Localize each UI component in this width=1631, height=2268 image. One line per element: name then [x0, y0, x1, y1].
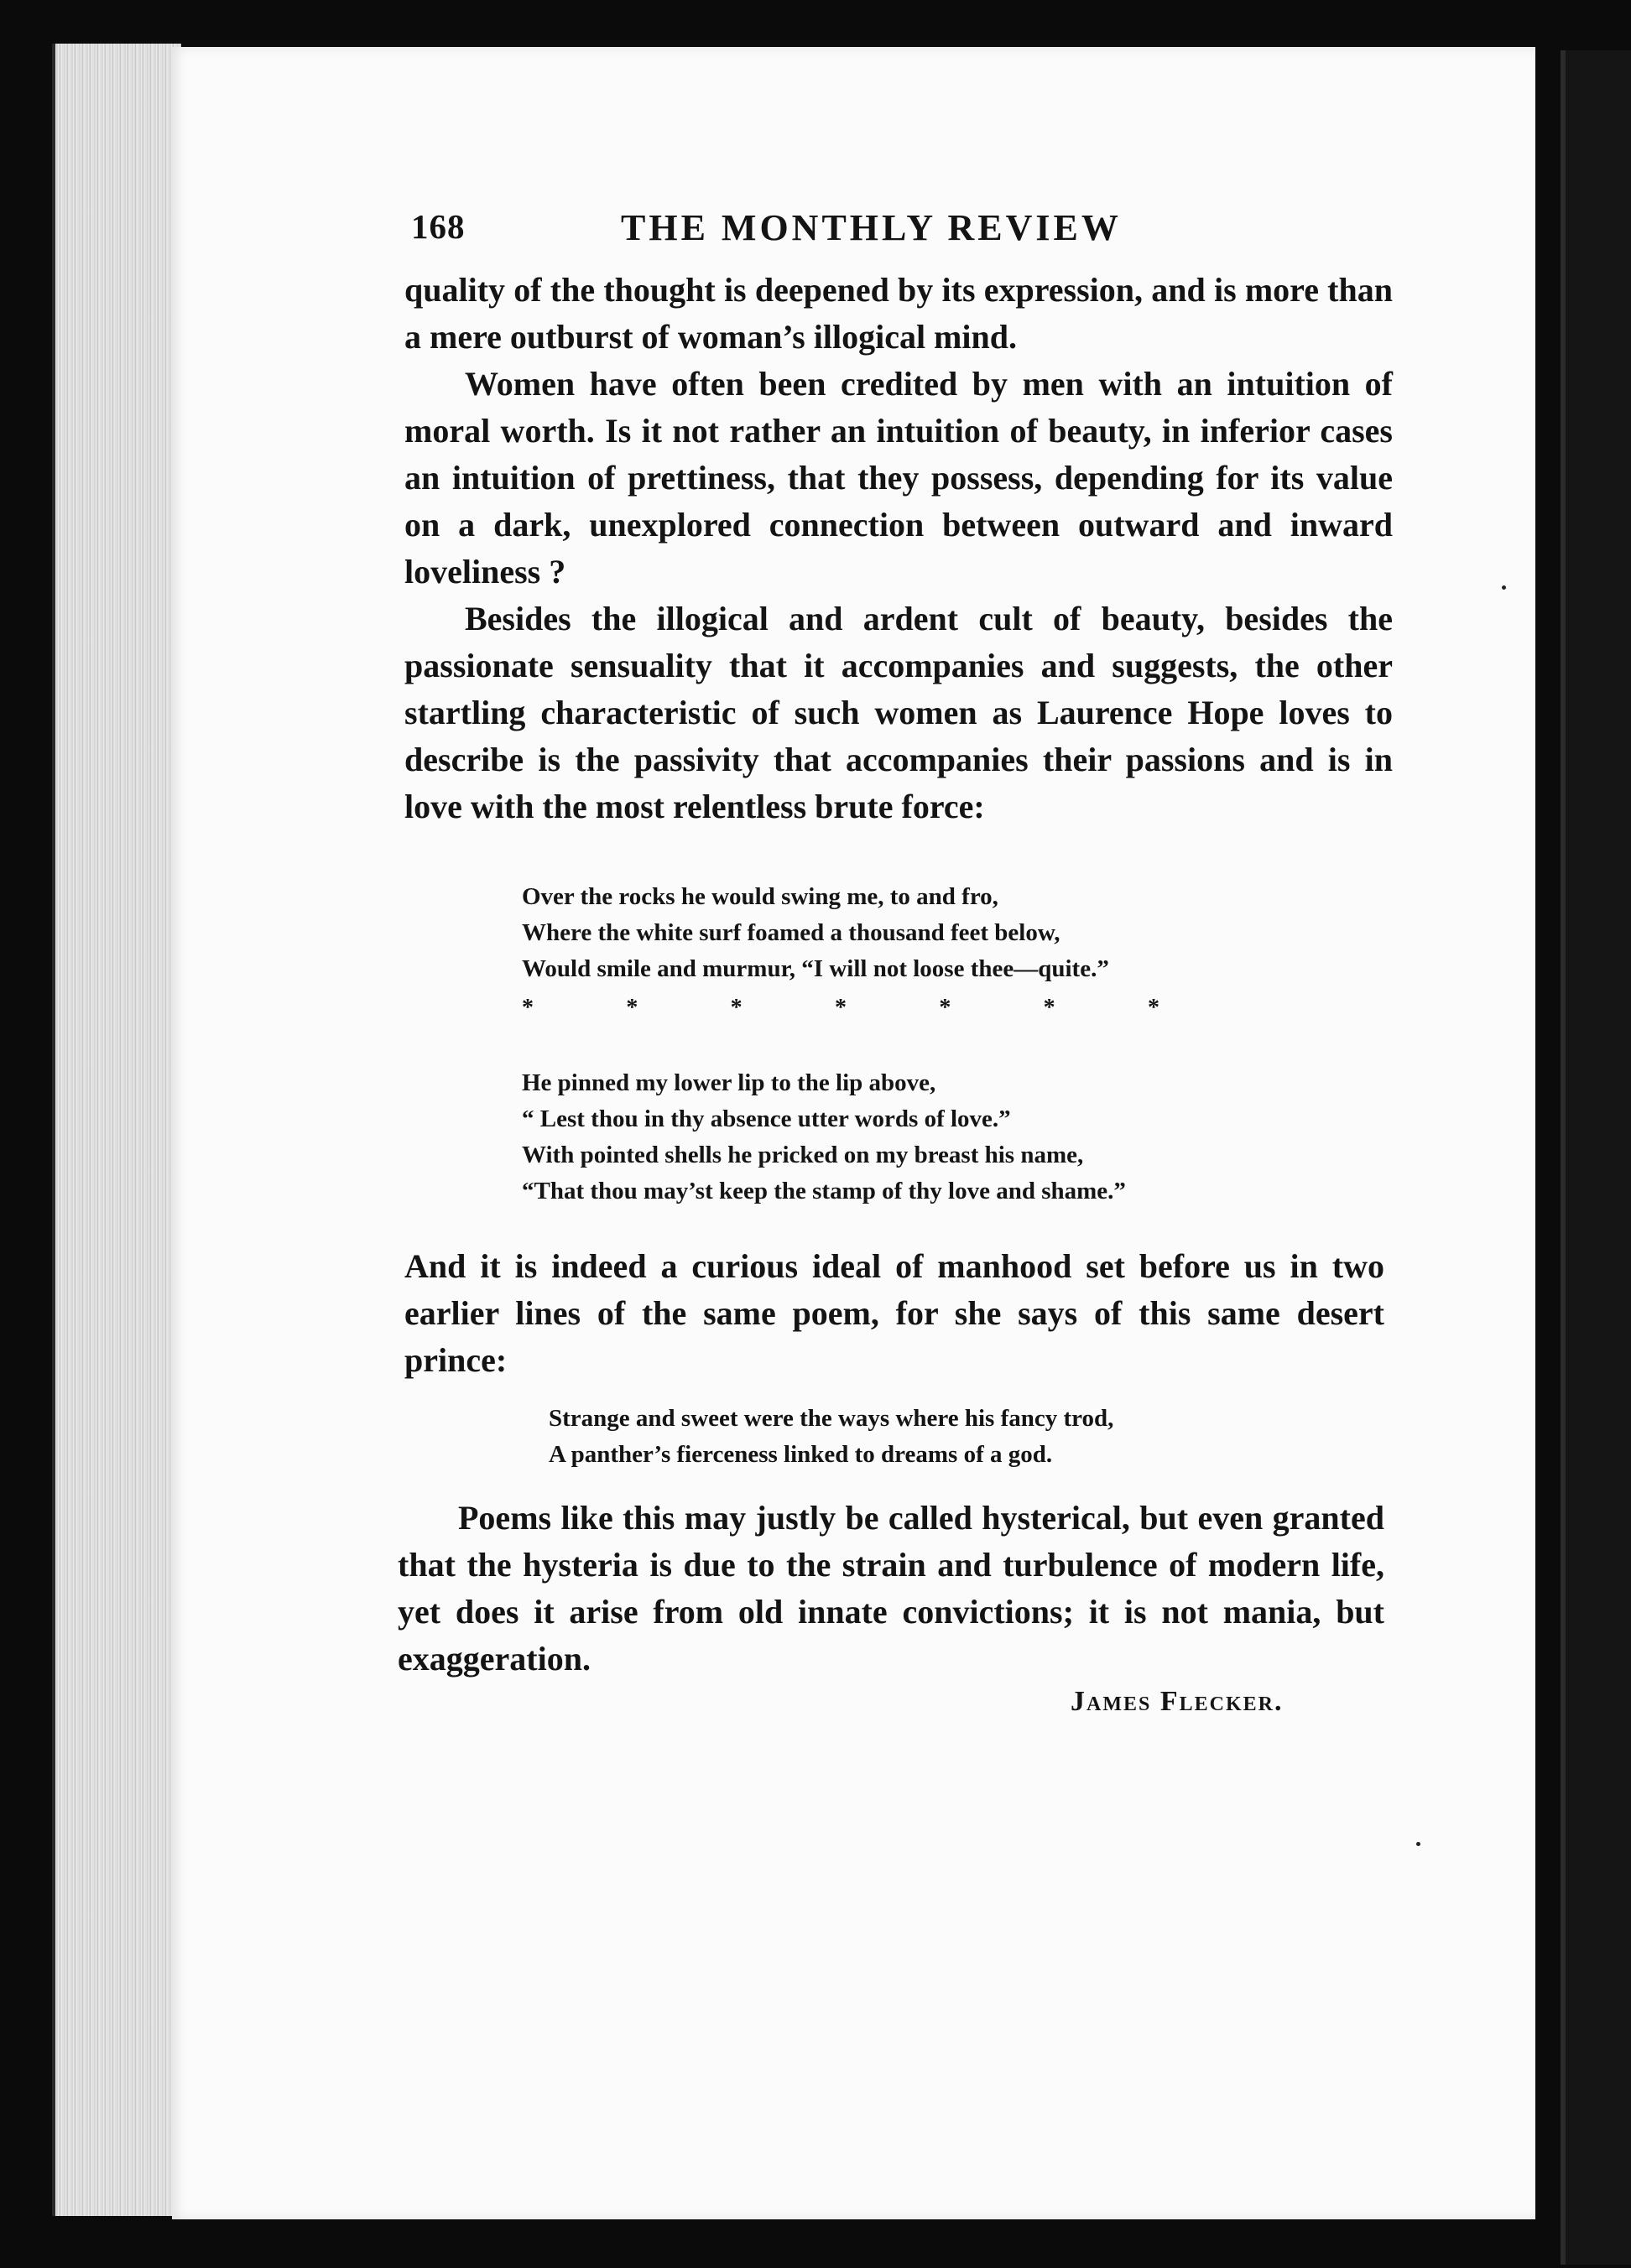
body-text-middle — [404, 1243, 1384, 1384]
author-signature: James Flecker. — [1071, 1686, 1284, 1717]
paragraph-3: Besides the illogical and ardent cult of beauty, besides the passionate sensuality that it accompanies and suggests, the other startling characteristic of such women as Laurence Hope loves to describe is the passivity that accompanies their passions and is in love with the most relentless brute force: — [404, 600, 1393, 825]
verse-line: Over the rocks he would swing me, to and fro, — [522, 883, 998, 910]
body-text-bottom — [398, 1495, 1384, 1683]
paragraph-2: Women have often been credited by men with an intuition of moral worth. Is it not rather an intuition of beauty, in inferior cases an intuition of prettiness, that they possess, depending for its value on a dark, unexplored connection between outward and inward loveliness ? — [404, 365, 1393, 590]
verse-line: Strange and sweet were the ways where his fancy trod, — [549, 1405, 1114, 1432]
paragraph-1: quality of the thought is deepened by its expression, and is more than a mere outburst of woman’s illogical mind. — [404, 271, 1393, 356]
asterisk: * — [834, 995, 847, 1021]
asterisk: * — [730, 995, 743, 1021]
verse-line: “That thou may’st keep the stamp of thy love and shame.” — [522, 1178, 1126, 1204]
page-edges — [52, 44, 181, 2216]
paragraph-5: Poems like this may justly be called hysterical, but even granted that the hysteria is due to the strain and turbulence of modern life, yet does it arise from old innate convictions; it is not mania, but exaggeration. — [398, 1499, 1384, 1678]
journal-title: THE MONTHLY REVIEW — [621, 207, 1122, 248]
verse-line: A panther’s fierceness linked to dreams of a god. — [549, 1441, 1053, 1468]
verse-line: Where the white surf foamed a thousand feet below, — [522, 919, 1060, 946]
paragraph-4: And it is indeed a curious ideal of manhood set before us in two earlier lines of the same poem, for she says of this same desert prince: — [404, 1247, 1384, 1379]
body-text-top — [404, 267, 1393, 830]
asterisk: * — [1043, 995, 1055, 1021]
asterism-divider — [522, 995, 1159, 1022]
scan-speck — [1416, 1842, 1420, 1846]
facing-page-edge — [1561, 50, 1631, 2265]
verse-line: With pointed shells he pricked on my breast his name, — [522, 1142, 1084, 1168]
verse-quote-2 — [522, 1065, 1319, 1209]
verse-line: “ Lest thou in thy absence utter words of love.” — [522, 1105, 1011, 1132]
verse-quote-1 — [522, 879, 1277, 987]
scan-speck — [1502, 585, 1506, 590]
running-head — [411, 206, 1384, 265]
verse-quote-3 — [549, 1401, 1304, 1473]
page-number: 168 — [411, 207, 466, 246]
asterisk: * — [522, 995, 534, 1021]
verse-line: He pinned my lower lip to the lip above, — [522, 1069, 936, 1096]
asterisk: * — [1147, 995, 1159, 1021]
verse-line: Would smile and murmur, “I will not loose thee—quite.” — [522, 955, 1109, 982]
asterisk: * — [939, 995, 951, 1021]
asterisk: * — [626, 995, 638, 1021]
